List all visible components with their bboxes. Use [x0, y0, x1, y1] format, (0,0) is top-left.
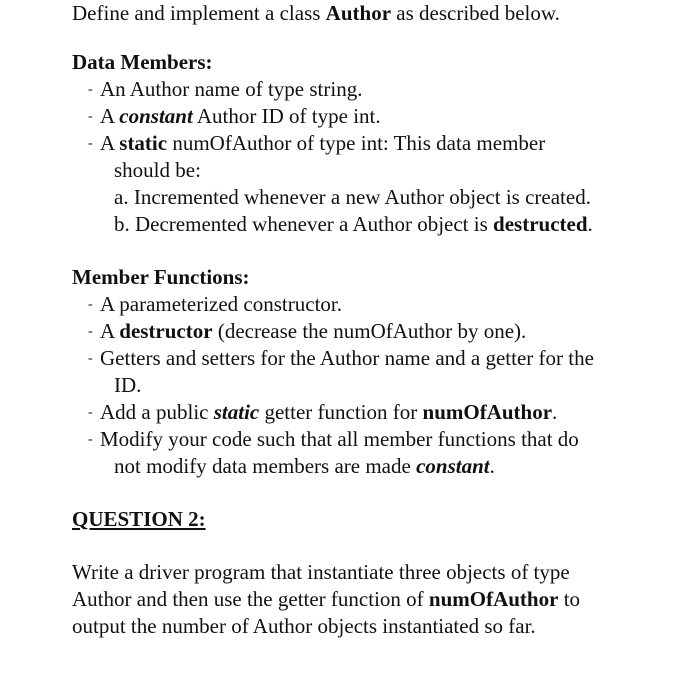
item-text: Author and then use the getter function of — [72, 587, 429, 611]
member-function-item-constructor — [72, 291, 682, 318]
emphasis-text: numOfAuthor — [428, 587, 559, 611]
data-member-item-count-continued: should be: — [114, 158, 201, 182]
question-2-title: QUESTION 2: — [72, 507, 206, 531]
emphasis-text: numOfAuthor — [422, 400, 553, 424]
bullet-dash: - — [88, 324, 93, 339]
item-text: Getters and setters for the Author name and a getter for the — [100, 346, 594, 370]
item-text: Modify your code such that all member functions that do — [100, 427, 579, 451]
sub-item-b — [72, 211, 682, 238]
class-name: Author — [325, 1, 392, 25]
intro-text: Define and implement a class — [72, 1, 326, 25]
bullet-dash: - — [88, 109, 93, 124]
intro-text-end: as described below. — [391, 1, 560, 25]
emphasis-text: constant — [416, 454, 490, 478]
item-text: . — [587, 212, 593, 236]
emphasis-text: constant — [119, 104, 193, 128]
data-members-heading: Data Members: — [72, 50, 213, 74]
bullet-dash: - — [88, 351, 93, 366]
bullet-dash: - — [88, 297, 93, 312]
item-text: Add a public — [100, 400, 214, 424]
sub-item-a: a. Incremented whenever a new Author object is created. — [114, 185, 591, 209]
item-text: b. Decremented whenever a Author object is — [114, 212, 494, 236]
member-function-item-destructor — [72, 318, 682, 345]
member-function-item-static-getter — [72, 399, 682, 426]
item-text: An Author name of type string. — [100, 77, 363, 101]
item-text: getter function for — [259, 400, 423, 424]
bullet-dash: - — [88, 432, 93, 447]
item-text: not modify data members are made — [114, 454, 417, 478]
emphasis-text: destructed — [493, 212, 588, 236]
item-text: . — [552, 400, 558, 424]
item-text: A parameterized constructor. — [100, 292, 342, 316]
member-function-item-const — [72, 426, 682, 453]
bullet-dash: - — [88, 405, 93, 420]
data-member-item-id — [72, 103, 682, 130]
bullet-dash: - — [88, 136, 93, 151]
emphasis-text: static — [119, 131, 168, 155]
emphasis-text: destructor — [119, 319, 213, 343]
question-2-line — [72, 586, 682, 613]
document-body — [72, 0, 682, 640]
item-text: . — [489, 454, 495, 478]
item-text: A — [100, 319, 120, 343]
member-functions-heading: Member Functions: — [72, 265, 250, 289]
emphasis-text: static — [213, 400, 260, 424]
intro-line — [72, 0, 682, 27]
data-member-item-name — [72, 76, 682, 103]
item-text: A — [100, 104, 120, 128]
member-function-item-getters-continued: ID. — [114, 373, 142, 397]
item-text: Author ID of type int. — [192, 104, 381, 128]
item-text: to — [558, 587, 581, 611]
member-function-item-getters — [72, 345, 682, 372]
member-function-item-const-continued — [72, 453, 682, 480]
item-text: numOfAuthor of type int: This data member — [167, 131, 546, 155]
item-text: A — [100, 131, 120, 155]
question-2-line: output the number of Author objects instantiated so far. — [72, 614, 536, 638]
item-text: (decrease the numOfAuthor by one). — [212, 319, 527, 343]
question-2-line: Write a driver program that instantiate three objects of type — [72, 560, 570, 584]
question-2-body — [72, 559, 682, 640]
bullet-dash: - — [88, 82, 93, 97]
data-member-item-count — [72, 130, 682, 157]
